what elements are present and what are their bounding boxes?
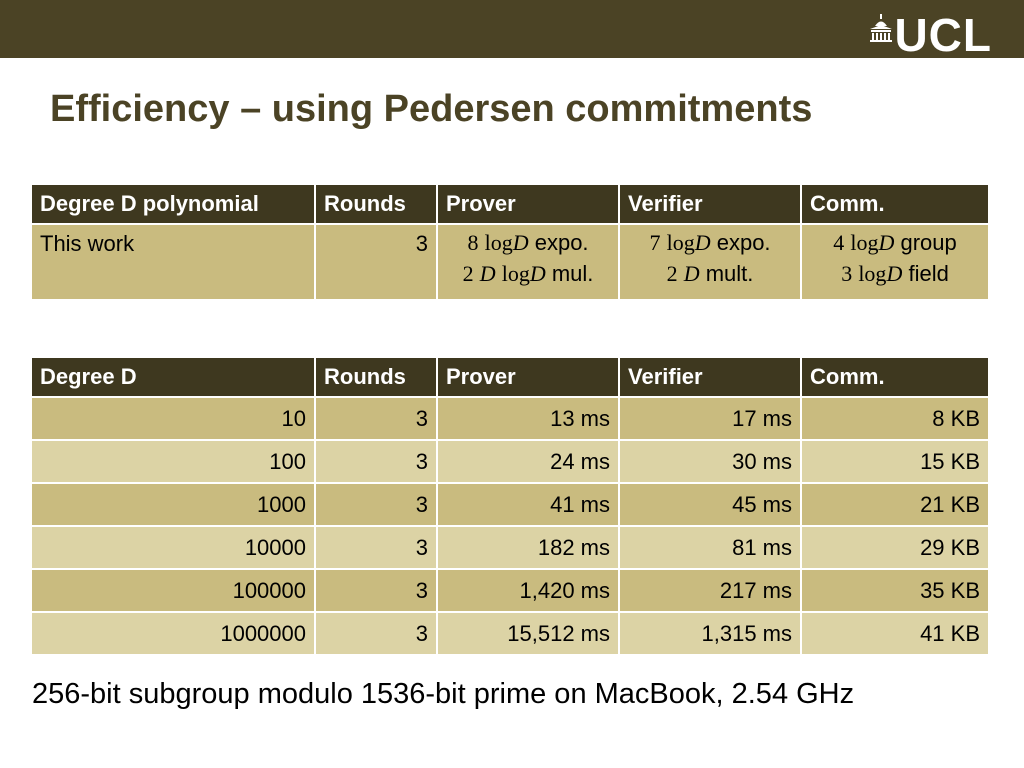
prover-cost-cell	[437, 224, 619, 300]
row-label: This work	[31, 224, 315, 300]
table-row	[31, 612, 989, 655]
rounds-cell: 3	[315, 483, 437, 526]
table-row	[31, 483, 989, 526]
formula-line: 7 logD expo.	[649, 230, 771, 255]
column-header: Comm.	[801, 184, 989, 224]
table-row	[31, 224, 989, 300]
column-header: Verifier	[619, 357, 801, 397]
comm-size-cell: 41 KB	[801, 612, 989, 655]
comm-size-cell: 8 KB	[801, 397, 989, 440]
footnote: 256-bit subgroup modulo 1536-bit prime on MacBook, 2.54 GHz	[32, 678, 855, 710]
rounds-cell: 3	[315, 397, 437, 440]
prover-time-cell: 24 ms	[437, 440, 619, 483]
header-bar	[0, 0, 1024, 61]
formula-line: 2 D logD mul.	[462, 261, 594, 286]
column-header: Degree D polynomial	[31, 184, 315, 224]
degree-cell: 10	[31, 397, 315, 440]
prover-time-cell: 1,420 ms	[437, 569, 619, 612]
table-row	[31, 397, 989, 440]
column-header: Verifier	[619, 184, 801, 224]
prover-time-cell: 15,512 ms	[437, 612, 619, 655]
verifier-time-cell: 17 ms	[619, 397, 801, 440]
formula-line: 4 logD group	[833, 230, 957, 255]
comm-size-cell: 35 KB	[801, 569, 989, 612]
table-header-row	[31, 184, 989, 224]
verifier-time-cell: 45 ms	[619, 483, 801, 526]
logo-text: UCL	[894, 9, 992, 61]
degree-cell: 1000	[31, 483, 315, 526]
verifier-time-cell: 1,315 ms	[619, 612, 801, 655]
prover-time-cell: 182 ms	[437, 526, 619, 569]
formula-line: 8 logD expo.	[467, 230, 589, 255]
column-header: Prover	[437, 184, 619, 224]
formula-line: 3 logD field	[841, 261, 949, 286]
column-header: Degree D	[31, 357, 315, 397]
degree-cell: 1000000	[31, 612, 315, 655]
rounds-cell: 3	[315, 440, 437, 483]
verifier-time-cell: 81 ms	[619, 526, 801, 569]
column-header: Comm.	[801, 357, 989, 397]
degree-cell: 100	[31, 440, 315, 483]
ucl-logo	[870, 9, 992, 61]
verifier-time-cell: 217 ms	[619, 569, 801, 612]
prover-time-cell: 13 ms	[437, 397, 619, 440]
comm-size-cell: 29 KB	[801, 526, 989, 569]
comm-size-cell: 21 KB	[801, 483, 989, 526]
portico-icon	[870, 14, 892, 42]
table-row	[31, 569, 989, 612]
prover-time-cell: 41 ms	[437, 483, 619, 526]
rounds-cell: 3	[315, 224, 437, 300]
rounds-cell: 3	[315, 526, 437, 569]
column-header: Rounds	[315, 184, 437, 224]
column-header: Rounds	[315, 357, 437, 397]
degree-cell: 10000	[31, 526, 315, 569]
table-header-row	[31, 357, 989, 397]
verifier-cost-cell	[619, 224, 801, 300]
page-title: Efficiency – using Pedersen commitments	[50, 88, 813, 130]
comm-size-cell: 15 KB	[801, 440, 989, 483]
table-row	[31, 440, 989, 483]
column-header: Prover	[437, 357, 619, 397]
degree-cell: 100000	[31, 569, 315, 612]
comm-cost-cell	[801, 224, 989, 300]
rounds-cell: 3	[315, 569, 437, 612]
benchmark-table	[30, 356, 990, 656]
complexity-table	[30, 183, 990, 301]
verifier-time-cell: 30 ms	[619, 440, 801, 483]
formula-line: 2 D mult.	[666, 261, 754, 286]
rounds-cell: 3	[315, 612, 437, 655]
table-row	[31, 526, 989, 569]
